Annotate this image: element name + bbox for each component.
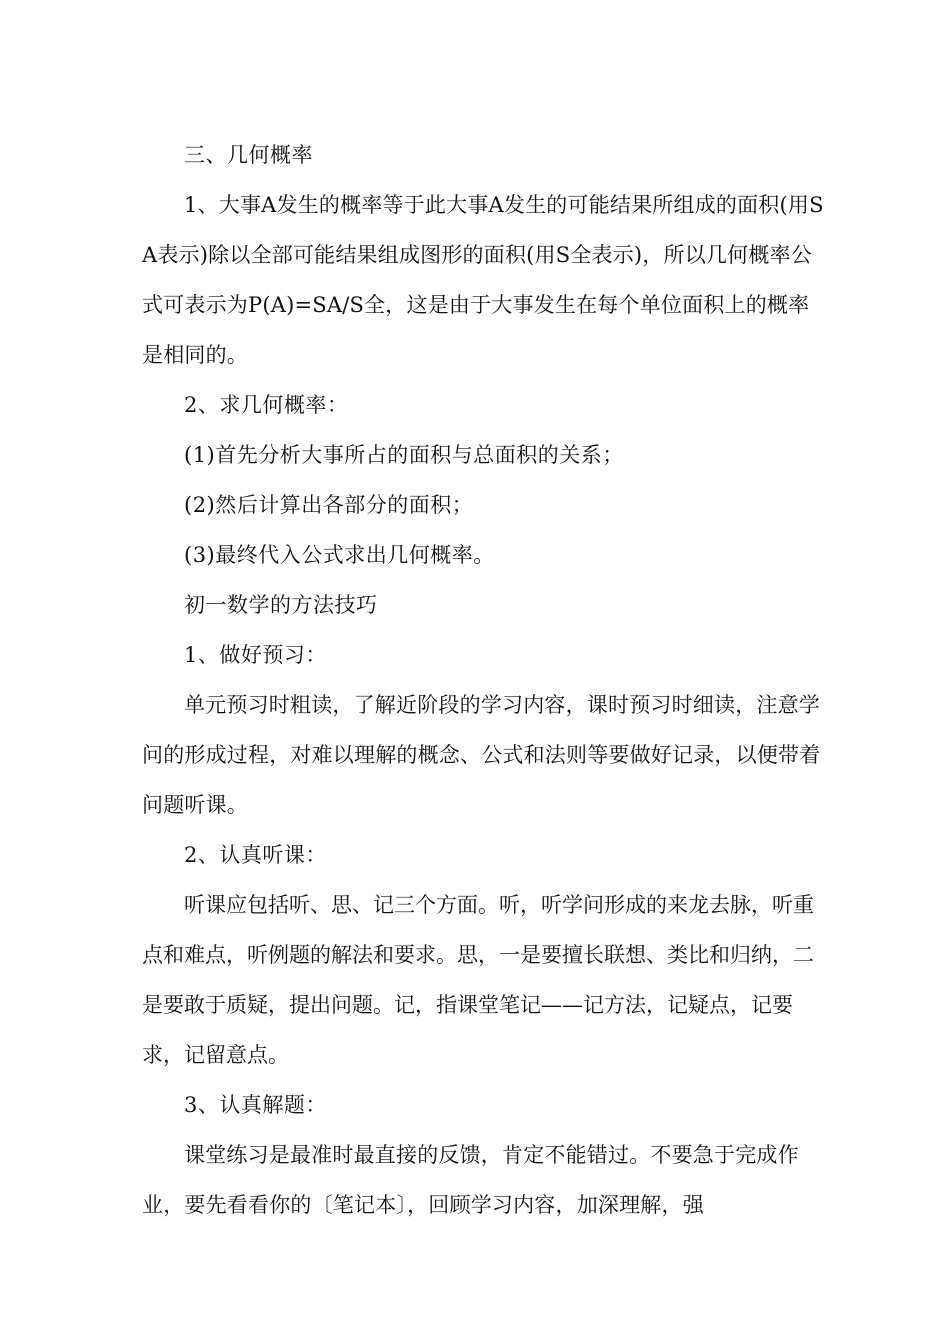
paragraph-preview-body: 单元预习时粗读，了解近阶段的学习内容，课时预习时细读，注意学问的形成过程，对难以理解的概念、公式和法则等要做好记录，以便带着问题听课。 — [142, 693, 821, 817]
section-heading-geometric-probability: 三、几何概率 — [184, 143, 313, 167]
list-item-step-3: (3)最终代入公式求出几何概率。 — [184, 543, 495, 567]
paragraph-how-to-compute-heading: 2、求几何概率： — [184, 393, 349, 417]
list-item-step-2: (2)然后计算出各部分的面积； — [184, 493, 474, 517]
paragraph-preview-heading: 1、做好预习： — [184, 643, 327, 667]
list-item-step-1: (1)首先分析大事所占的面积与总面积的关系； — [184, 443, 624, 467]
paragraph-listening-heading: 2、认真听课： — [184, 843, 327, 867]
paragraph-listening-body: 听课应包括听、思、记三个方面。听，听学问形成的来龙去脉，听重点和难点，听例题的解法和要求。思，一是要擅长联想、类比和归纳，二是要敢于质疑，提出问题。记，指课堂笔记——记方法，记疑点，记要求，记留意点。 — [142, 893, 814, 1067]
section-heading-study-methods: 初一数学的方法技巧 — [184, 593, 378, 617]
paragraph-problem-solving-body: 课堂练习是最准时最直接的反馈，肯定不能错过。不要急于完成作业，要先看看你的〔笔记本〕，回顾学习内容，加深理解，强 — [142, 1143, 799, 1217]
document-body — [142, 130, 826, 1230]
paragraph-geometric-probability-definition: 1、大事A发生的概率等于此大事A发生的可能结果所组成的面积(用SA表示)除以全部可能结果组成图形的面积(用S全表示)，所以几何概率公式可表示为P(A)=SA/S全，这是由于大事发生在每个单位面积上的概率是相同的。 — [142, 193, 824, 367]
paragraph-problem-solving-heading: 3、认真解题： — [184, 1093, 327, 1117]
